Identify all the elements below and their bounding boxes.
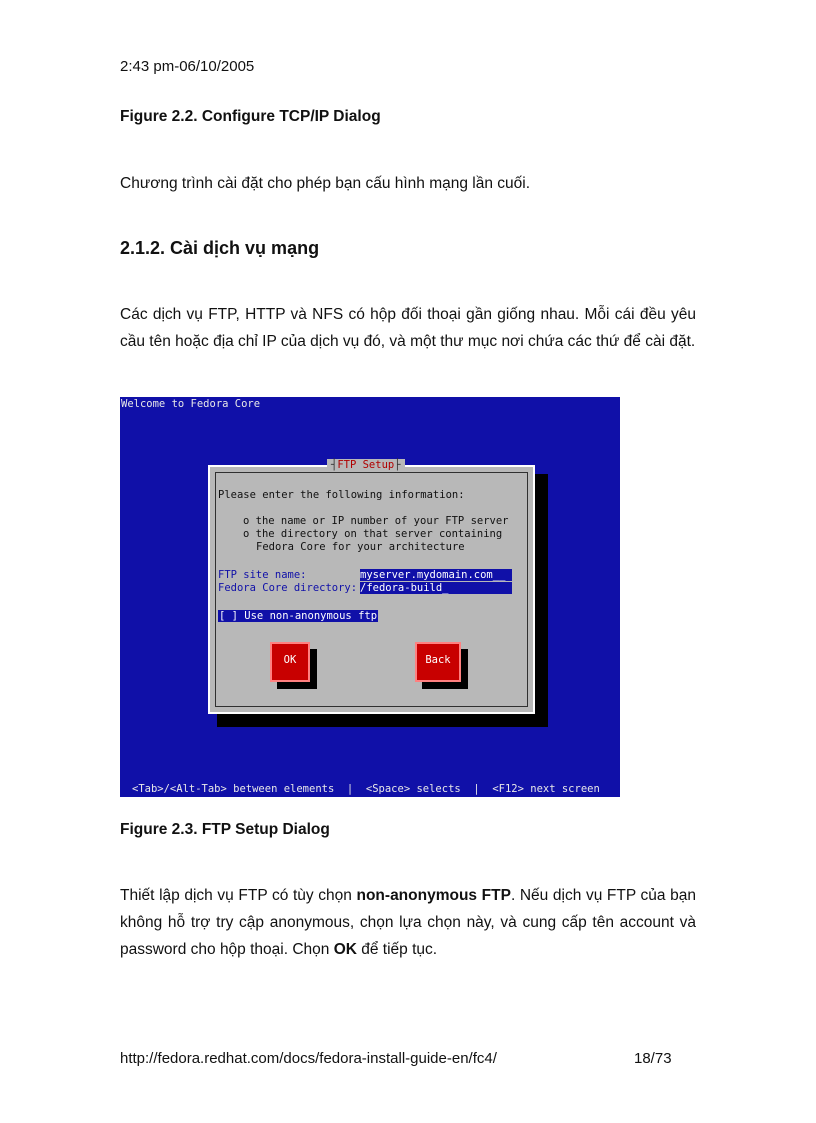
paragraph-ftp-setup (120, 882, 696, 963)
section-heading: 2.1.2. Cài dịch vụ mạng (120, 238, 320, 258)
ftp-setup-screenshot (120, 397, 620, 797)
ok-button[interactable] (270, 642, 310, 682)
installer-help-bar: <Tab>/<Alt-Tab> between elements | <Space> selects | <F12> next screen (132, 783, 600, 795)
para3-bold-ok: OK (333, 941, 357, 958)
para3-text-1: Thiết lập dịch vụ FTP có tùy chọn (120, 887, 357, 904)
bullet-directory-cont: Fedora Core for your architecture (256, 541, 465, 553)
para3-bold-non-anonymous: non-anonymous FTP (356, 887, 511, 904)
back-button[interactable] (415, 642, 461, 682)
dialog-prompt: Please enter the following information: (218, 489, 465, 501)
footer-url: http://fedora.redhat.com/docs/fedora-install-guide-en/fc4/ (120, 1050, 497, 1067)
bullet-directory: o the directory on that server containing (243, 528, 503, 540)
para3-text-3: để tiếp tục. (356, 941, 438, 958)
ftp-site-label: FTP site name: (218, 569, 307, 581)
fedora-directory-input[interactable]: /fedora-build_ (360, 582, 512, 594)
paragraph-network-config: Chương trình cài đặt cho phép bạn cấu hình mạng lần cuối. (120, 175, 531, 192)
ftp-site-input[interactable]: myserver.mydomain.com__ (360, 569, 512, 581)
page-number: 18/73 (634, 1050, 672, 1067)
dialog-title: ┤FTP Setup├ (327, 459, 405, 471)
figure-2-3-caption: Figure 2.3. FTP Setup Dialog (120, 821, 330, 838)
fedora-directory-label: Fedora Core directory: (218, 582, 358, 594)
installer-top-bar: Welcome to Fedora Core (121, 398, 261, 410)
ok-button-label: OK (283, 654, 297, 666)
timestamp: 2:43 pm-06/10/2005 (120, 58, 255, 75)
para3-text-2: . Nếu dịch vụ FTP của bạn không hỗ trợ try cập anonymous, chọn lựa chọn này, và cung cấp tên account và password cho hộp thoại. Chọn (120, 887, 696, 958)
figure-2-2-caption: Figure 2.2. Configure TCP/IP Dialog (120, 108, 381, 125)
bullet-server: o the name or IP number of your FTP server (243, 515, 509, 527)
non-anonymous-ftp-checkbox[interactable]: [ ] Use non-anonymous ftp (219, 610, 378, 622)
back-button-label: Back (425, 654, 451, 666)
dialog-title-text: FTP Setup (337, 459, 395, 471)
paragraph-network-services: Các dịch vụ FTP, HTTP và NFS có hộp đối thoại gần giống nhau. Mỗi cái đều yêu cầu tên hoặc địa chỉ IP của dịch vụ đó, và một thư mục nơi chứa các thứ để cài đặt. (120, 306, 696, 350)
ftp-setup-dialog (208, 459, 535, 714)
